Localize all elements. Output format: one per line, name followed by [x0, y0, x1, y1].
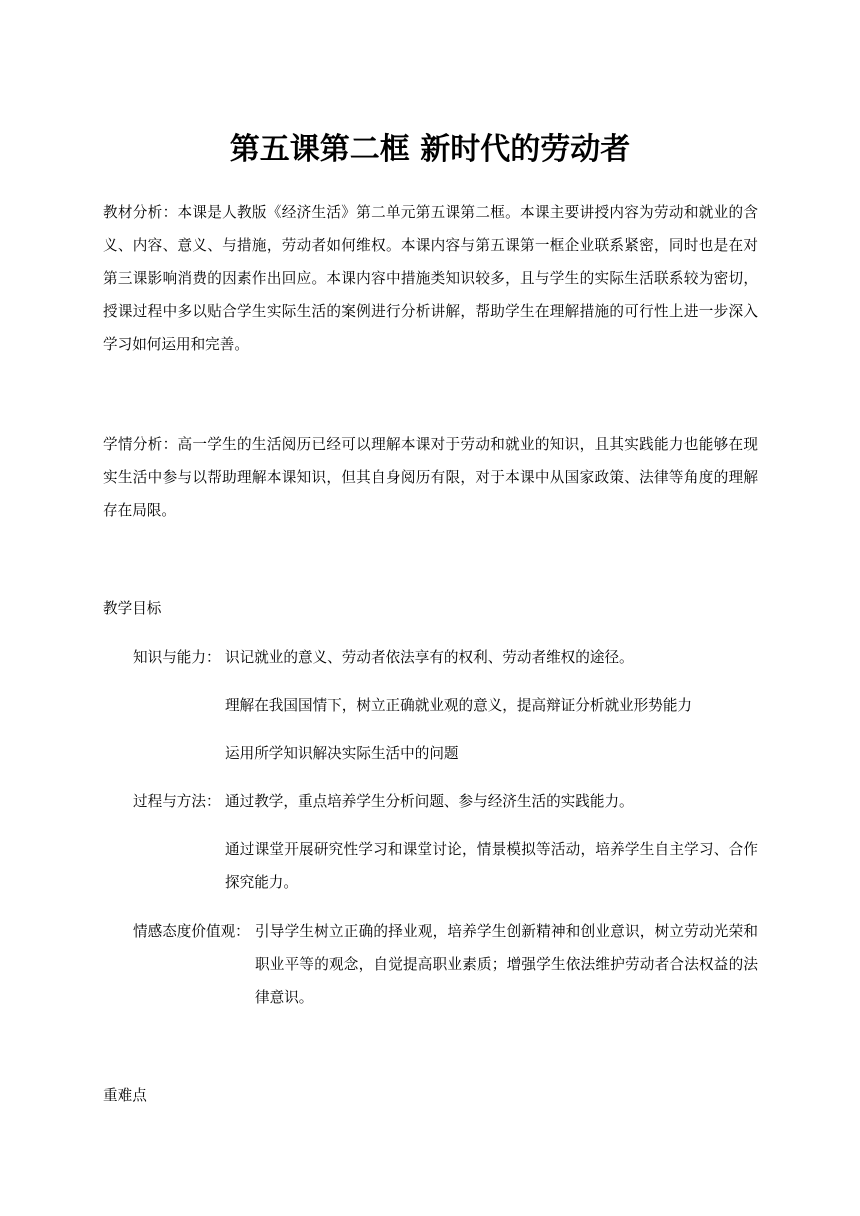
knowledge-ability-label: 知识与能力：: [133, 649, 221, 666]
teaching-goals-heading: 教学目标: [103, 600, 162, 617]
key-difficult-points-heading: 重难点: [103, 1087, 147, 1104]
emotion-values-label: 情感态度价值观：: [133, 923, 250, 940]
student-analysis-paragraph: 学情分析：高一学生的生活阅历已经可以理解本课对于劳动和就业的知识，且其实践能力也能够在现实生活中参与以帮助理解本课知识，但其自身阅历有限，对于本课中从国家政策、法律等角度的理解存在局限。: [103, 436, 758, 519]
knowledge-ability-item-2: 理解在我国国情下，树立正确就业观的意义，提高辩证分析就业形势能力: [225, 697, 693, 714]
knowledge-ability-item-3: 运用所学知识解决实际生活中的问题: [225, 745, 459, 762]
process-method-label: 过程与方法：: [133, 793, 221, 810]
process-method-item-2: 通过课堂开展研究性学习和课堂讨论，情景模拟等活动，培养学生自主学习、合作探究能力。: [225, 841, 758, 891]
emotion-values-item: 引导学生树立正确的择业观，培养学生创新精神和创业意识，树立劳动光荣和职业平等的观念，自觉提高职业素质；增强学生依法维护劳动者合法权益的法律意识。: [255, 923, 758, 1006]
process-method-item-1: 通过教学，重点培养学生分析问题、参与经济生活的实践能力。: [225, 793, 634, 810]
page-title: 第五课第二框 新时代的劳动者: [229, 132, 631, 167]
knowledge-ability-item-1: 识记就业的意义、劳动者依法享有的权利、劳动者维权的途径。: [225, 649, 634, 666]
textbook-analysis-paragraph: 教材分析：本课是人教版《经济生活》第二单元第五课第二框。本课主要讲授内容为劳动和就业的含义、内容、意义、与措施，劳动者如何维权。本课内容与第五课第一框企业联系紧密，同时也是在对第三课影响消费的因素作出回应。本课内容中措施类知识较多，且与学生的实际生活联系较为密切，授课过程中多以贴合学生实际生活的案例进行分析讲解，帮助学生在理解措施的可行性上进一步深入学习如何运用和完善。: [103, 204, 758, 353]
